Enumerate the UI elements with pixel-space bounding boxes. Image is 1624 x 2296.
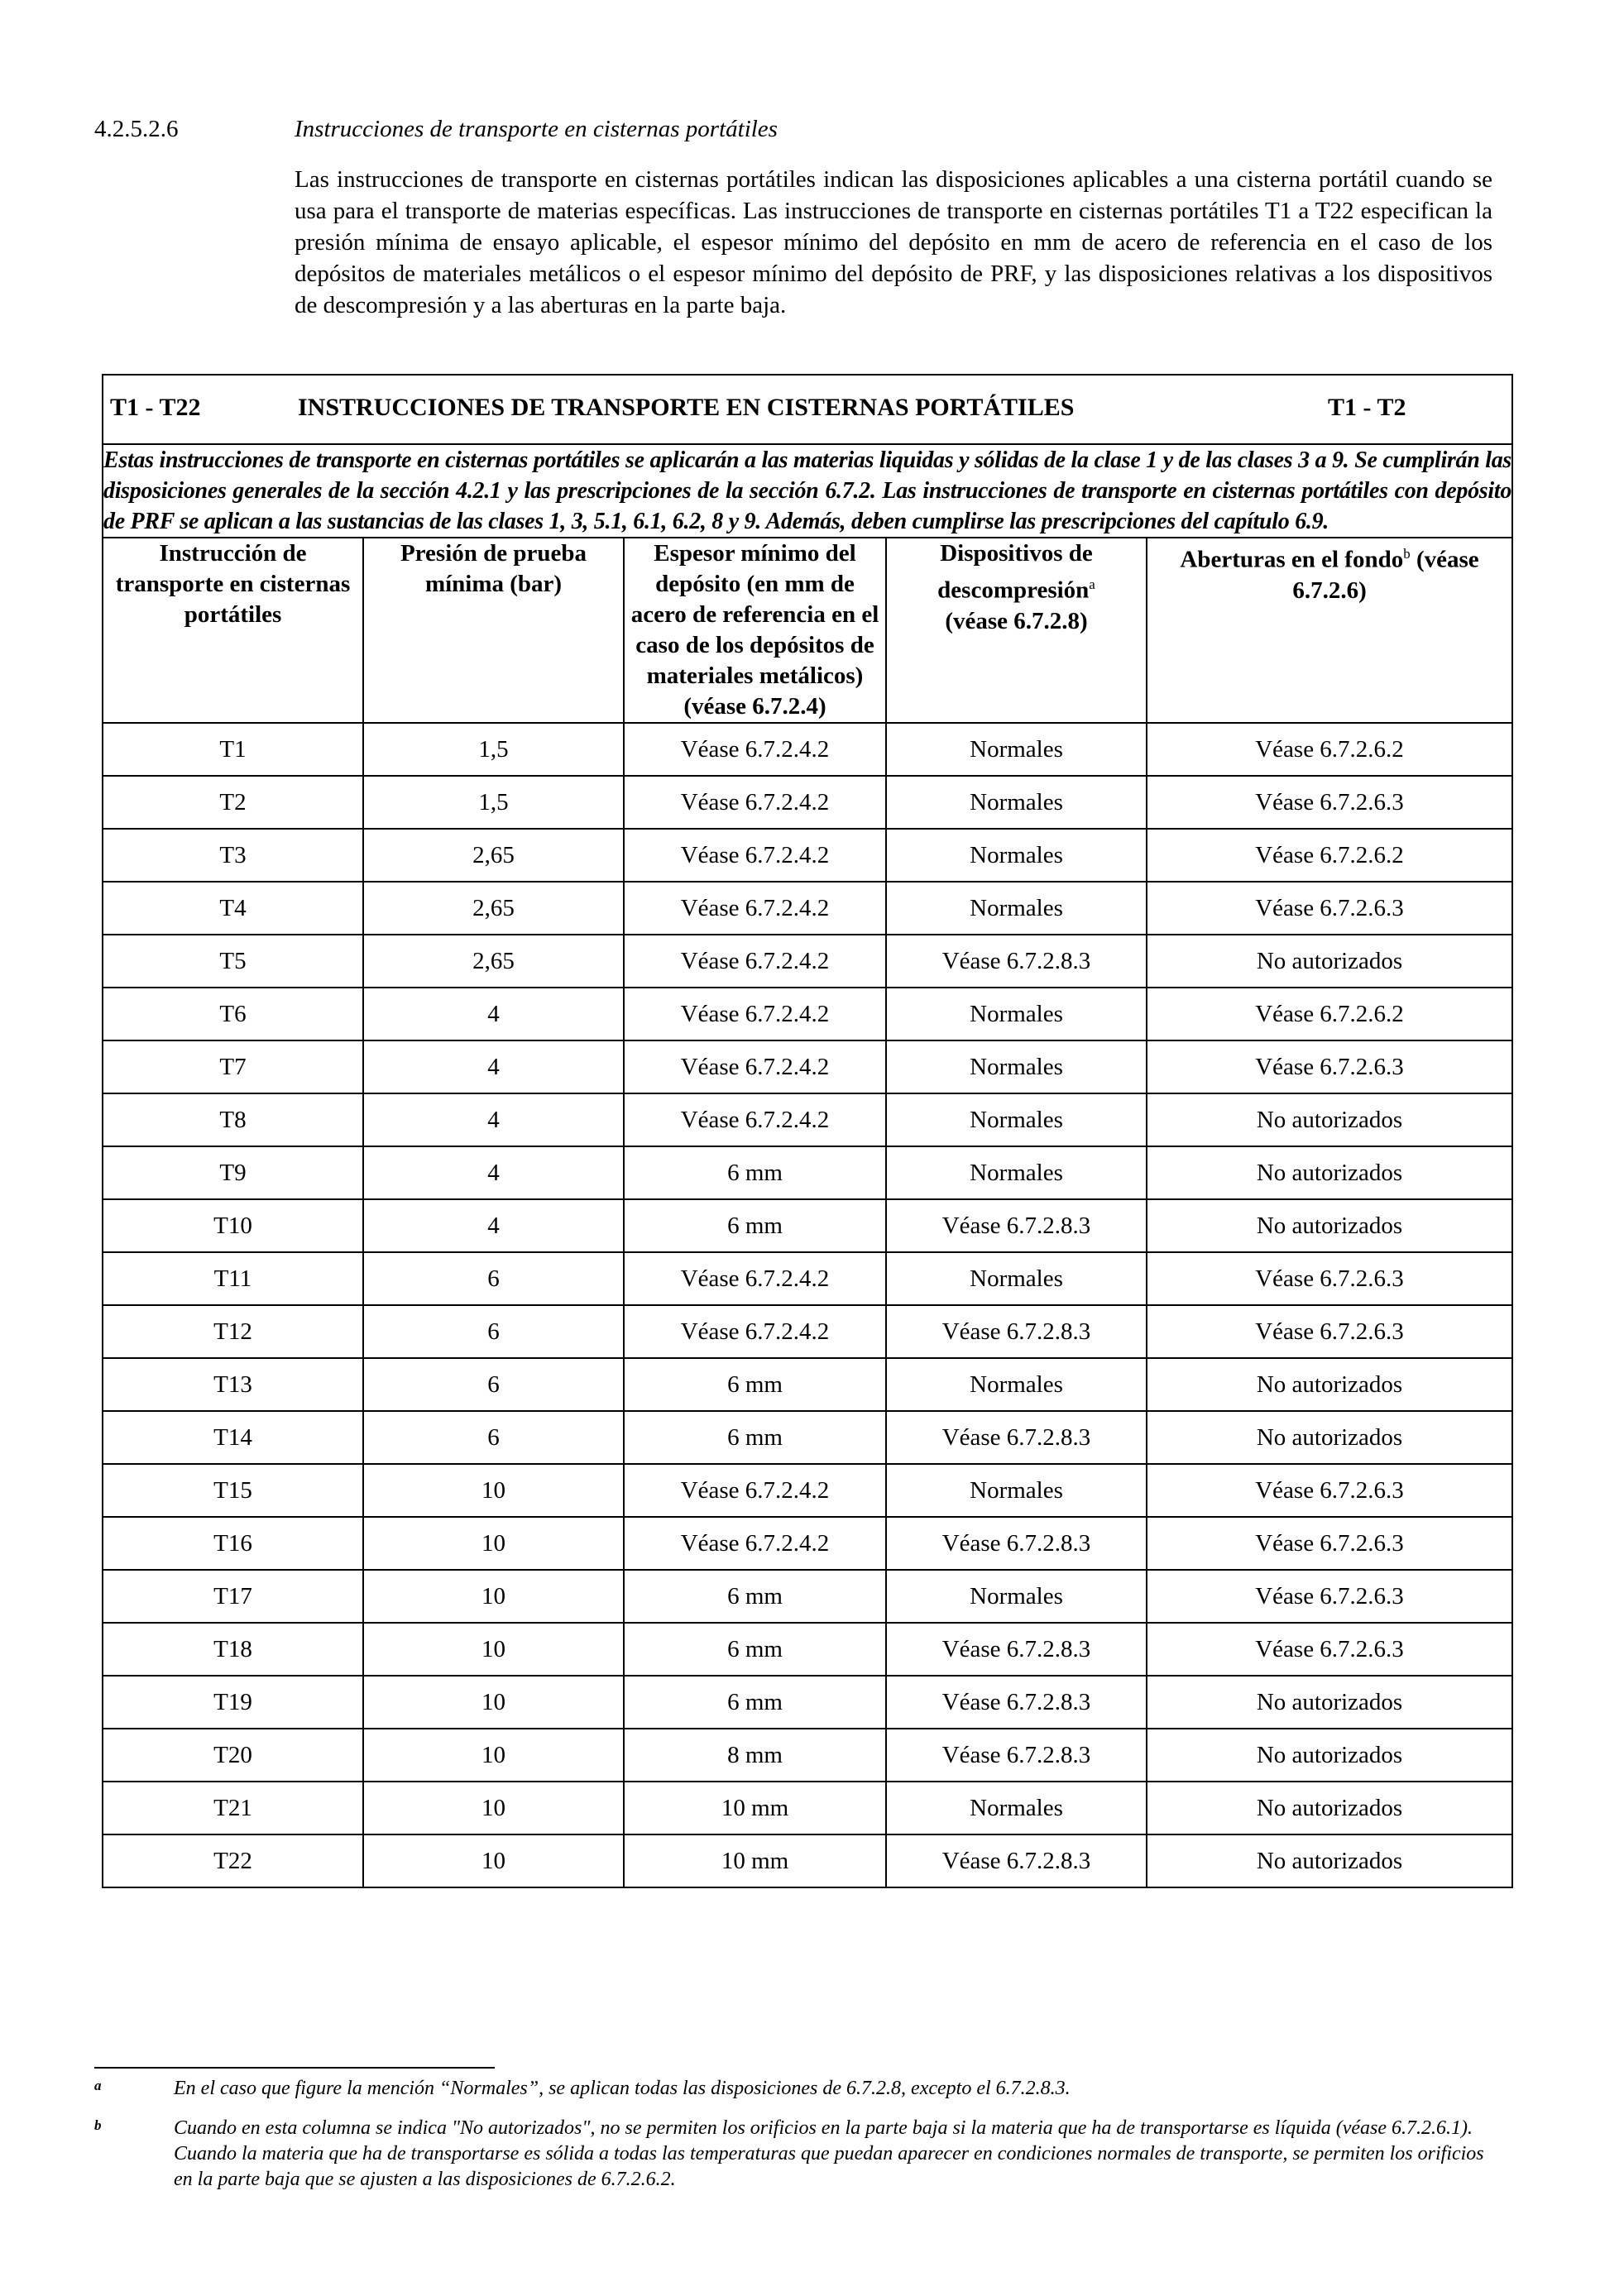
cell-thickness: 6 mm <box>624 1570 886 1623</box>
cell-thickness: Véase 6.7.2.4.2 <box>624 829 886 882</box>
cell-relief: Normales <box>886 1146 1147 1199</box>
cell-bottom-openings: No autorizados <box>1147 1411 1512 1464</box>
cell-instruction: T5 <box>103 935 363 988</box>
cell-pressure: 1,5 <box>363 776 624 829</box>
cell-instruction: T13 <box>103 1358 363 1411</box>
footnote-divider <box>94 2067 495 2069</box>
cell-instruction: T7 <box>103 1040 363 1093</box>
cell-thickness: 6 mm <box>624 1146 886 1199</box>
cell-thickness: Véase 6.7.2.4.2 <box>624 1093 886 1146</box>
cell-relief: Normales <box>886 776 1147 829</box>
cell-bottom-openings: Véase 6.7.2.6.3 <box>1147 776 1512 829</box>
cell-instruction: T2 <box>103 776 363 829</box>
table-row <box>103 1676 1512 1729</box>
cell-instruction: T11 <box>103 1252 363 1305</box>
cell-instruction: T21 <box>103 1782 363 1834</box>
cell-thickness: Véase 6.7.2.4.2 <box>624 1040 886 1093</box>
cell-thickness: 6 mm <box>624 1358 886 1411</box>
cell-bottom-openings: Véase 6.7.2.6.2 <box>1147 829 1512 882</box>
footnote-mark: b <box>94 2117 102 2133</box>
cell-thickness: 6 mm <box>624 1676 886 1729</box>
footnote-text: En el caso que figure la mención “Normales”, se aplican todas las disposiciones de 6.7.2.8, excepto el 6.7.2.8.3. <box>174 2078 1071 2099</box>
cell-pressure: 4 <box>363 988 624 1040</box>
cell-instruction: T15 <box>103 1464 363 1517</box>
cell-instruction: T3 <box>103 829 363 882</box>
header-pressure: Presión de prueba mínima (bar) <box>363 538 624 723</box>
cell-relief: Normales <box>886 1782 1147 1834</box>
cell-bottom-openings: Véase 6.7.2.6.3 <box>1147 1305 1512 1358</box>
table-row <box>103 988 1512 1040</box>
cell-relief: Normales <box>886 1040 1147 1093</box>
header-relief-devices <box>886 538 1147 723</box>
cell-bottom-openings: Véase 6.7.2.6.3 <box>1147 1252 1512 1305</box>
cell-relief: Normales <box>886 1252 1147 1305</box>
footnote-text: Cuando en esta columna se indica "No autorizados", no se permiten los orificios en la parte baja si la materia que ha de transportarse es líquida (véase 6.7.2.6.1). Cuando la materia que ha de transportarse es sólida a todas las temperaturas que puedan aparecer en condiciones normales de transporte, se permiten los orificios en la parte baja que se ajusten a las disposiciones de 6.7.2.6.2. <box>174 2117 1484 2190</box>
footnote-ref-a: a <box>1089 576 1095 592</box>
cell-instruction: T4 <box>103 882 363 935</box>
cell-thickness: 6 mm <box>624 1623 886 1676</box>
cell-bottom-openings: Véase 6.7.2.6.3 <box>1147 1464 1512 1517</box>
header-relief-ref: (véase 6.7.2.8) <box>945 607 1088 634</box>
table-title-left: T1 - T22 <box>110 394 201 421</box>
table-row <box>103 1252 1512 1305</box>
cell-thickness: Véase 6.7.2.4.2 <box>624 1252 886 1305</box>
cell-bottom-openings: No autorizados <box>1147 1834 1512 1887</box>
table-row <box>103 935 1512 988</box>
cell-pressure: 2,65 <box>363 829 624 882</box>
cell-bottom-openings: Véase 6.7.2.6.3 <box>1147 1517 1512 1570</box>
tank-instructions-table <box>102 374 1513 1888</box>
cell-relief: Normales <box>886 988 1147 1040</box>
table-title-bar <box>103 375 1511 443</box>
cell-relief: Normales <box>886 829 1147 882</box>
cell-relief: Normales <box>886 1358 1147 1411</box>
cell-instruction: T6 <box>103 988 363 1040</box>
cell-pressure: 6 <box>363 1411 624 1464</box>
cell-relief: Véase 6.7.2.8.3 <box>886 1676 1147 1729</box>
table-row <box>103 1517 1512 1570</box>
cell-bottom-openings: No autorizados <box>1147 1358 1512 1411</box>
cell-relief: Véase 6.7.2.8.3 <box>886 1411 1147 1464</box>
cell-pressure: 10 <box>363 1834 624 1887</box>
cell-relief: Véase 6.7.2.8.3 <box>886 935 1147 988</box>
cell-pressure: 10 <box>363 1623 624 1676</box>
table-row <box>103 1623 1512 1676</box>
cell-thickness: Véase 6.7.2.4.2 <box>624 882 886 935</box>
table-row <box>103 1093 1512 1146</box>
table-title-row <box>103 375 1512 444</box>
cell-bottom-openings: Véase 6.7.2.6.2 <box>1147 723 1512 776</box>
table-title-right: T1 - T2 <box>1328 394 1406 421</box>
table-row <box>103 1782 1512 1834</box>
cell-thickness: Véase 6.7.2.4.2 <box>624 988 886 1040</box>
cell-bottom-openings: No autorizados <box>1147 1729 1512 1782</box>
cell-thickness: 10 mm <box>624 1782 886 1834</box>
table-row <box>103 1040 1512 1093</box>
cell-instruction: T14 <box>103 1411 363 1464</box>
cell-relief: Normales <box>886 882 1147 935</box>
cell-instruction: T22 <box>103 1834 363 1887</box>
cell-instruction: T1 <box>103 723 363 776</box>
cell-bottom-openings: No autorizados <box>1147 1199 1512 1252</box>
cell-pressure: 10 <box>363 1464 624 1517</box>
cell-relief: Normales <box>886 1464 1147 1517</box>
cell-instruction: T12 <box>103 1305 363 1358</box>
cell-pressure: 10 <box>363 1676 624 1729</box>
cell-relief: Véase 6.7.2.8.3 <box>886 1517 1147 1570</box>
cell-bottom-openings: Véase 6.7.2.6.3 <box>1147 1570 1512 1623</box>
cell-instruction: T10 <box>103 1199 363 1252</box>
cell-pressure: 6 <box>363 1358 624 1411</box>
cell-pressure: 6 <box>363 1252 624 1305</box>
table-body <box>103 723 1512 1887</box>
table-row <box>103 829 1512 882</box>
cell-instruction: T19 <box>103 1676 363 1729</box>
cell-bottom-openings: Véase 6.7.2.6.2 <box>1147 988 1512 1040</box>
cell-pressure: 10 <box>363 1570 624 1623</box>
cell-relief: Normales <box>886 1093 1147 1146</box>
cell-bottom-openings: No autorizados <box>1147 1146 1512 1199</box>
cell-thickness: 8 mm <box>624 1729 886 1782</box>
header-thickness: Espesor mínimo del depósito (en mm de acero de referencia en el caso de los depósitos de materiales metálicos) (véase 6.7.2.4) <box>624 538 886 723</box>
cell-bottom-openings: Véase 6.7.2.6.3 <box>1147 1623 1512 1676</box>
table-title: INSTRUCCIONES DE TRANSPORTE EN CISTERNAS PORTÁTILES <box>298 394 1075 421</box>
table-row <box>103 1834 1512 1887</box>
table-row <box>103 1464 1512 1517</box>
cell-bottom-openings: No autorizados <box>1147 1676 1512 1729</box>
cell-thickness: Véase 6.7.2.4.2 <box>624 776 886 829</box>
header-bottom-openings <box>1147 538 1512 723</box>
cell-thickness: 6 mm <box>624 1199 886 1252</box>
cell-pressure: 10 <box>363 1517 624 1570</box>
cell-pressure: 6 <box>363 1305 624 1358</box>
cell-relief: Véase 6.7.2.8.3 <box>886 1623 1147 1676</box>
table-row <box>103 1729 1512 1782</box>
cell-pressure: 1,5 <box>363 723 624 776</box>
cell-instruction: T17 <box>103 1570 363 1623</box>
footnote-ref-b: b <box>1403 546 1411 562</box>
cell-thickness: 10 mm <box>624 1834 886 1887</box>
cell-relief: Véase 6.7.2.8.3 <box>886 1834 1147 1887</box>
cell-bottom-openings: No autorizados <box>1147 1782 1512 1834</box>
cell-bottom-openings: Véase 6.7.2.6.3 <box>1147 1040 1512 1093</box>
cell-bottom-openings: Véase 6.7.2.6.3 <box>1147 882 1512 935</box>
table-note-row <box>103 444 1512 538</box>
cell-thickness: Véase 6.7.2.4.2 <box>624 723 886 776</box>
header-instruction: Instrucción de transporte en cisternas portátiles <box>103 538 363 723</box>
cell-pressure: 10 <box>363 1729 624 1782</box>
cell-relief: Véase 6.7.2.8.3 <box>886 1305 1147 1358</box>
intro-paragraph: Las instrucciones de transporte en cisternas portátiles indican las disposiciones aplicables a una cisterna portátil cuando se usa para el transporte de materias específicas. Las instrucciones de transporte en cisternas portátiles T1 a T22 especifican la presión mínima de ensayo aplicable, el espesor mínimo del depósito en mm de acero de referencia en el caso de los depósitos de materiales metálicos o el espesor mínimo del depósito de PRF, y las disposiciones relativas a los dispositivos de descompresión y a las aberturas en la parte baja. <box>295 166 1492 318</box>
header-relief-label: Dispositivos de descompresión <box>937 540 1093 604</box>
cell-relief: Normales <box>886 1570 1147 1623</box>
section-title: Instrucciones de transporte en cisternas portátiles <box>295 116 778 142</box>
table-header-row <box>103 538 1512 723</box>
cell-thickness: Véase 6.7.2.4.2 <box>624 1464 886 1517</box>
table-row <box>103 1199 1512 1252</box>
table-row <box>103 1305 1512 1358</box>
cell-relief: Véase 6.7.2.8.3 <box>886 1729 1147 1782</box>
cell-bottom-openings: No autorizados <box>1147 935 1512 988</box>
cell-pressure: 4 <box>363 1146 624 1199</box>
header-bottom-ref: (véase 6.7.2.6) <box>1292 546 1479 604</box>
cell-instruction: T16 <box>103 1517 363 1570</box>
table-row <box>103 882 1512 935</box>
table-note: Estas instrucciones de transporte en cisternas portátiles se aplicarán a las materias liquidas y sólidas de la clase 1 y de las clases 3 a 9. Se cumplirán las disposiciones generales de la sección 4.2.1 y las prescripciones de la sección 6.7.2. Las instrucciones de transporte en cisternas portátiles con depósito de PRF se aplican a las sustancias de las clases 1, 3, 5.1, 6.1, 6.2, 8 y 9. Además, deben cumplirse las prescripciones del capítulo 6.9. <box>103 444 1512 538</box>
cell-instruction: T8 <box>103 1093 363 1146</box>
cell-instruction: T9 <box>103 1146 363 1199</box>
cell-thickness: 6 mm <box>624 1411 886 1464</box>
cell-bottom-openings: No autorizados <box>1147 1093 1512 1146</box>
cell-thickness: Véase 6.7.2.4.2 <box>624 1517 886 1570</box>
table-row <box>103 1146 1512 1199</box>
cell-relief: Normales <box>886 723 1147 776</box>
section-number: 4.2.5.2.6 <box>94 116 179 142</box>
cell-pressure: 2,65 <box>363 935 624 988</box>
cell-pressure: 10 <box>363 1782 624 1834</box>
cell-pressure: 4 <box>363 1199 624 1252</box>
header-bottom-label: Aberturas en el fondo <box>1180 546 1404 573</box>
table-row <box>103 1411 1512 1464</box>
table-row <box>103 776 1512 829</box>
table-row <box>103 723 1512 776</box>
footnote-mark: a <box>94 2078 102 2093</box>
cell-instruction: T18 <box>103 1623 363 1676</box>
cell-thickness: Véase 6.7.2.4.2 <box>624 1305 886 1358</box>
cell-thickness: Véase 6.7.2.4.2 <box>624 935 886 988</box>
cell-instruction: T20 <box>103 1729 363 1782</box>
cell-pressure: 4 <box>363 1093 624 1146</box>
table-row <box>103 1358 1512 1411</box>
cell-relief: Véase 6.7.2.8.3 <box>886 1199 1147 1252</box>
cell-pressure: 2,65 <box>363 882 624 935</box>
cell-pressure: 4 <box>363 1040 624 1093</box>
table-row <box>103 1570 1512 1623</box>
